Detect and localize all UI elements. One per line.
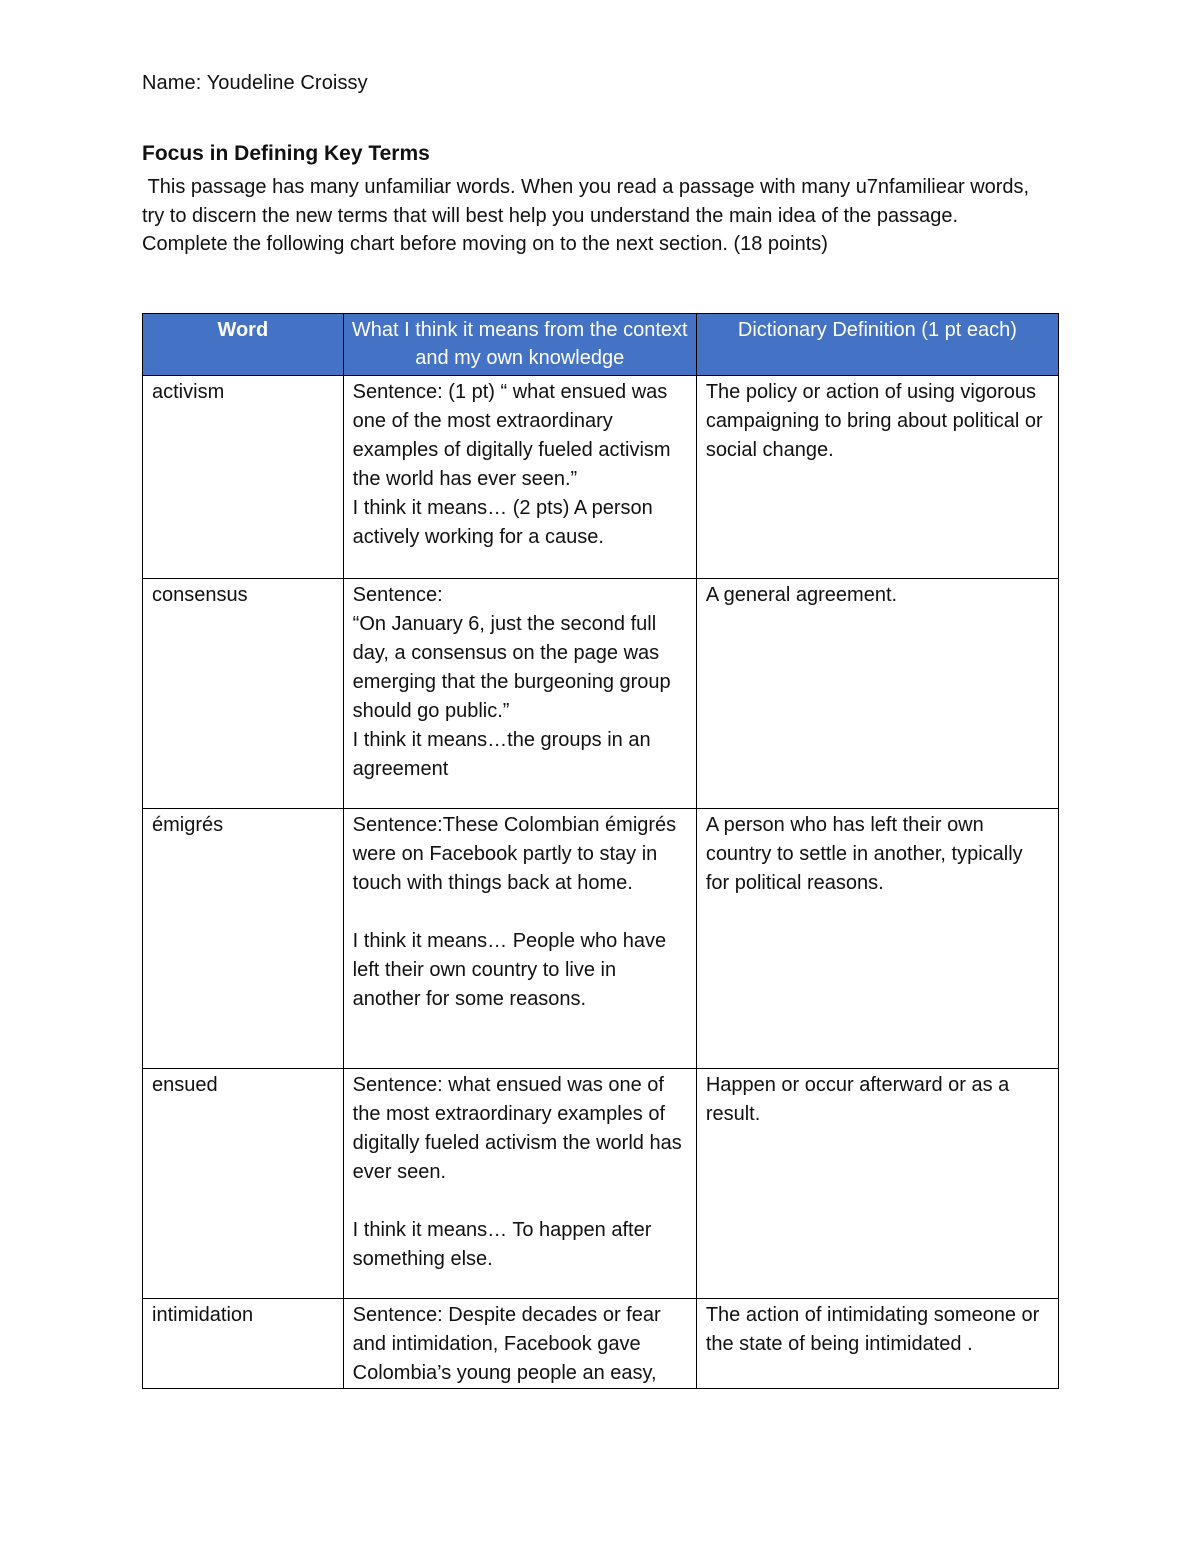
table-row [143,1069,1059,1299]
term-context [343,579,696,809]
term-definition: The policy or action of using vigorous campaigning to bring about political or social change. [696,376,1058,579]
term-meaning: I think it means… People who have left their own country to live in another for some reasons. [352,930,667,1010]
term-sentence: Sentence: what ensued was one of the most extraordinary examples of digitally fueled activism the world has ever seen. [352,1074,682,1183]
term-word: activism [143,376,344,579]
table-row [143,1299,1059,1389]
term-context [343,376,696,579]
table-header-row [143,314,1059,376]
key-terms-table [142,313,1059,1389]
term-sentence: Sentence: Despite decades or fear and intimidation, Facebook gave Colombia’s young people an easy, [352,1304,661,1384]
term-word: intimidation [143,1299,344,1389]
instructions-task: Complete the following chart before moving on to the next section. (18 points) [142,233,828,255]
header-word: Word [143,314,344,376]
term-word: ensued [143,1069,344,1299]
blank-line [353,1187,688,1216]
term-context [343,1299,696,1389]
blank-line [353,898,688,927]
term-definition: A general agreement. [696,579,1058,809]
term-definition: A person who has left their own country to settle in another, typically for political reasons. [696,809,1058,1069]
term-sentence: “On January 6, just the second full day, a consensus on the page was emerging that the burgeoning group should go public.” [352,613,671,722]
term-word: consensus [143,579,344,809]
section-title: Focus in Defining Key Terms [142,142,430,165]
header-definition: Dictionary Definition (1 pt each) [696,314,1058,376]
term-definition: The action of intimidating someone or the state of being intimidated . [696,1299,1058,1389]
term-word: émigrés [143,809,344,1069]
term-sentence: Sentence:These Colombian émigrés were on Facebook partly to stay in touch with things back at home. [352,814,677,894]
term-context [343,1069,696,1299]
table-row [143,579,1059,809]
instructions-paragraph: This passage has many unfamiliar words. When you read a passage with many u7nfamiliear words, try to discern the new terms that will best help you understand the main idea of the passage. [142,176,1035,227]
term-context [343,809,696,1069]
term-meaning: I think it means… To happen after something else. [352,1219,652,1270]
student-name: Name: Youdeline Croissy [142,72,368,94]
term-definition: Happen or occur afterward or as a result. [696,1069,1058,1299]
term-meaning: I think it means… (2 pts) A person actively working for a cause. [352,497,653,548]
term-sentence-label: Sentence: [352,584,443,606]
instructions [142,173,1042,259]
header-meaning: What I think it means from the context and my own knowledge [343,314,696,376]
table-row [143,809,1059,1069]
table-row [143,376,1059,579]
term-sentence: Sentence: (1 pt) “ what ensued was one of the most extraordinary examples of digitally fueled activism the world has ever seen.” [352,381,671,490]
term-meaning: I think it means…the groups in an agreement [352,729,651,780]
